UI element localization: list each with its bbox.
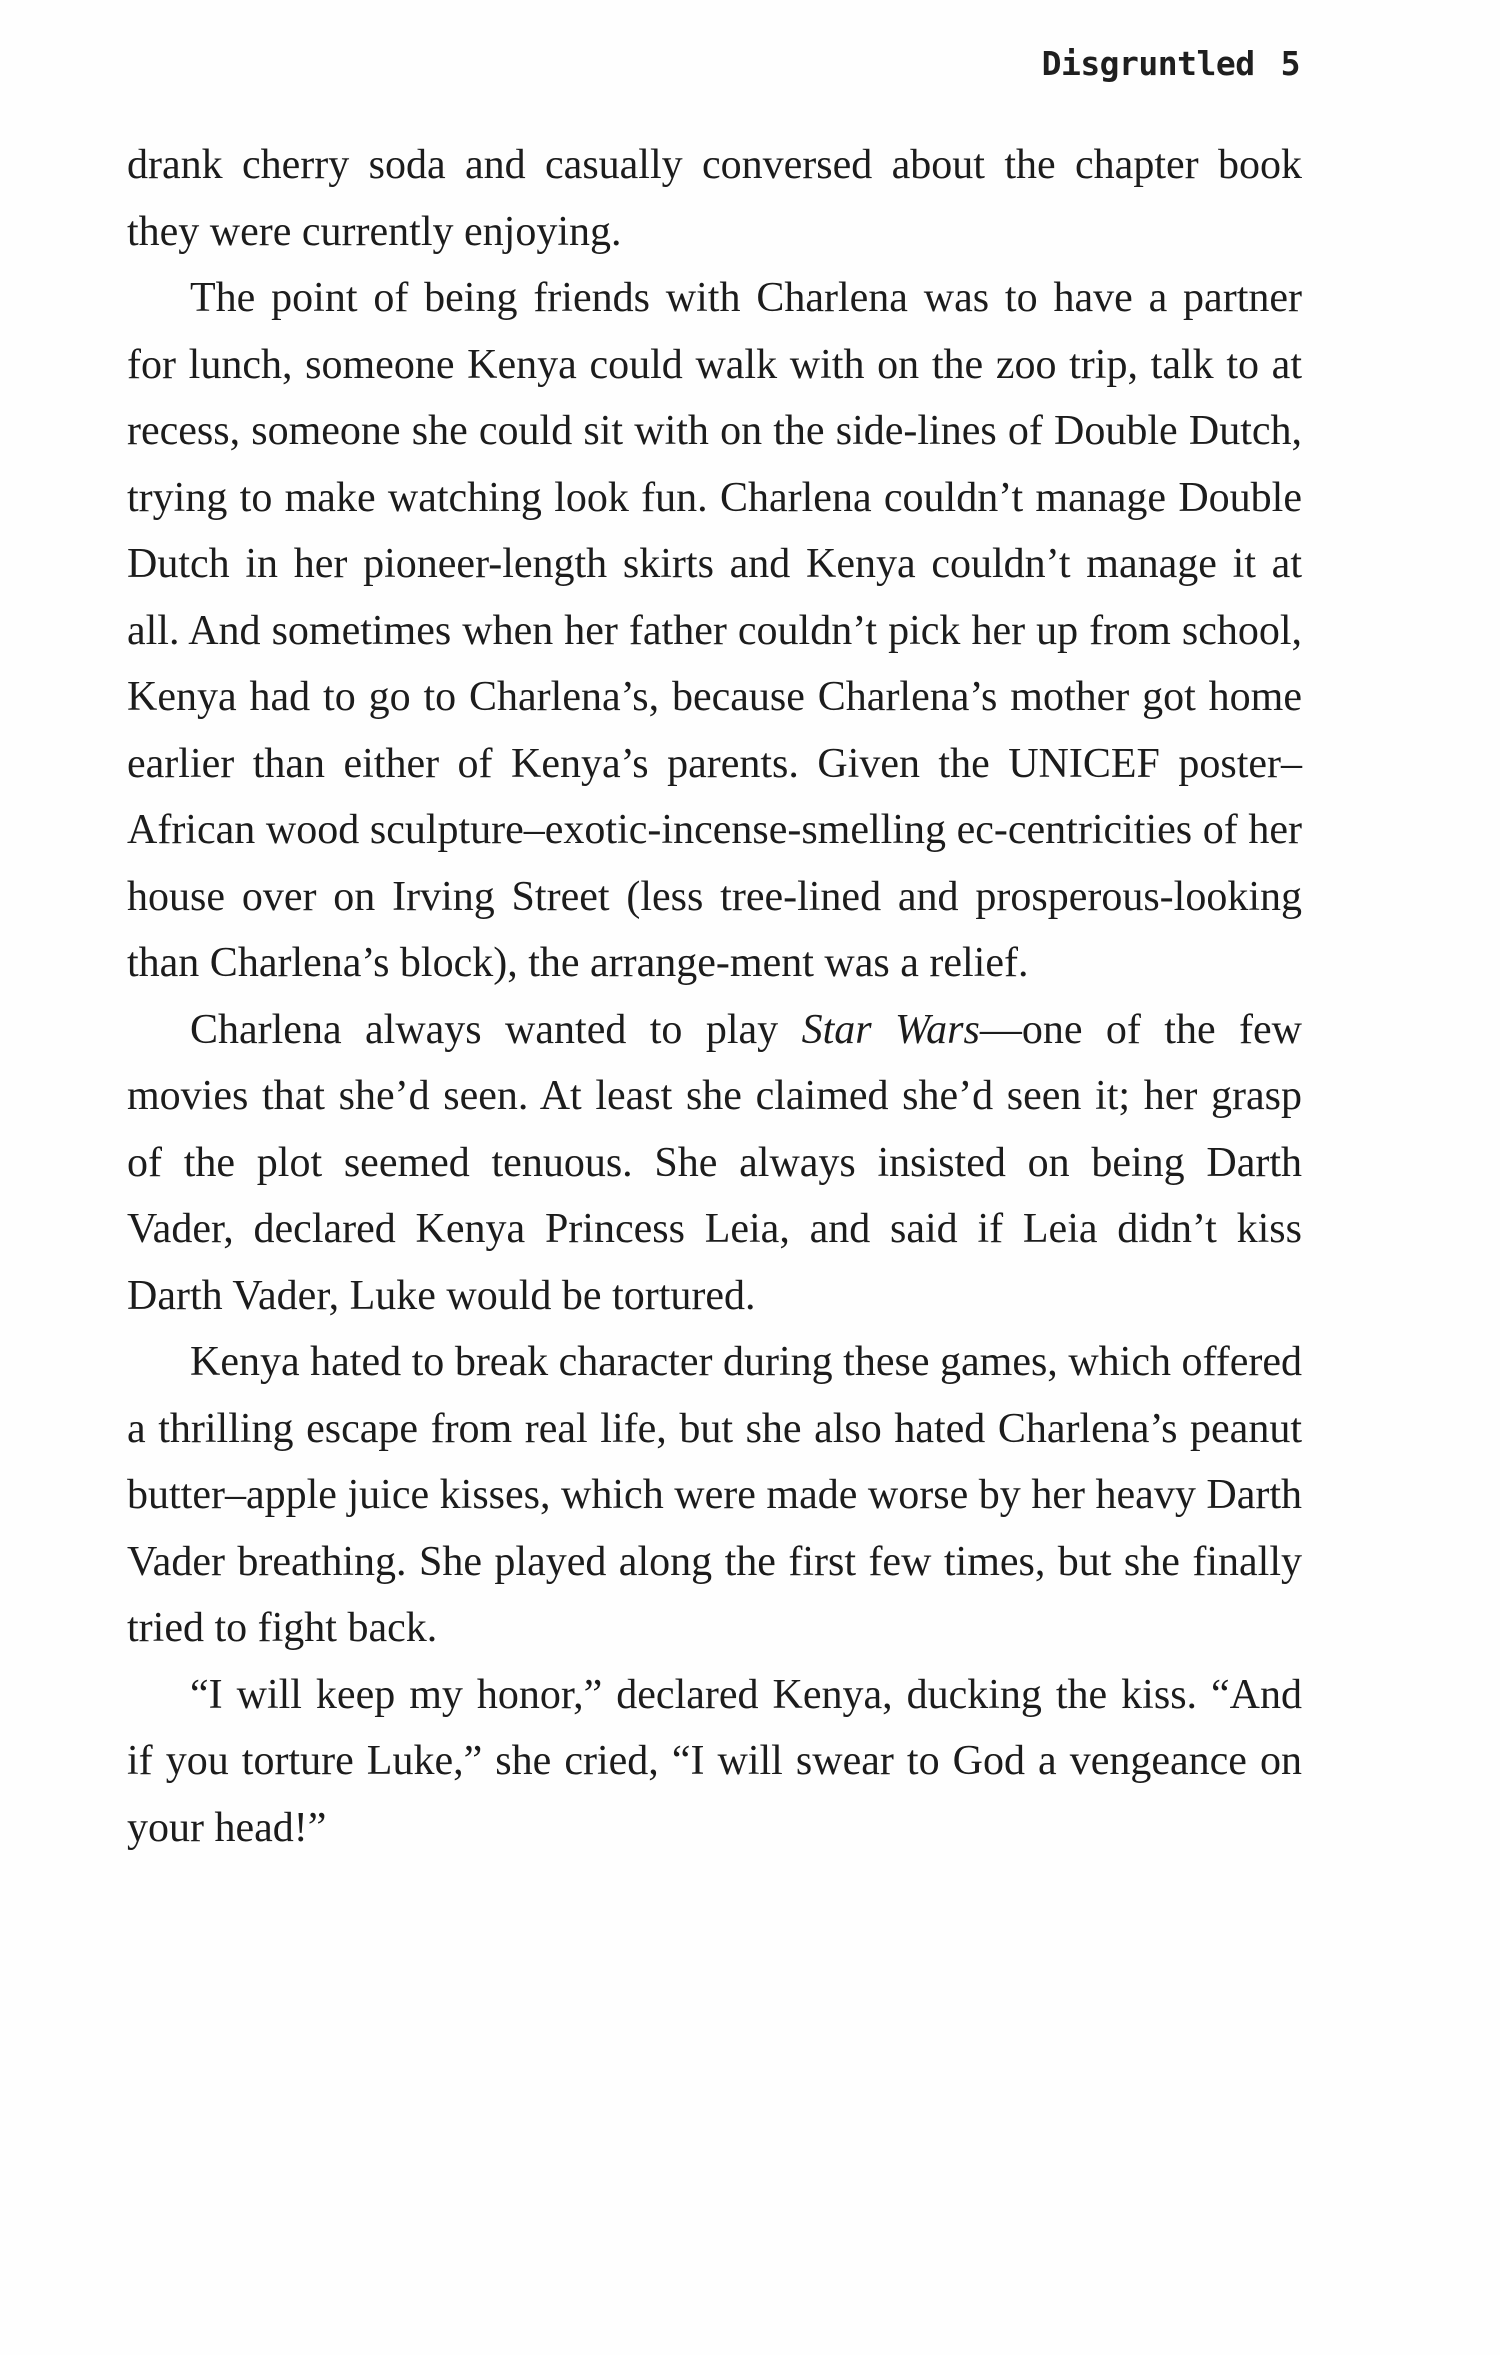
- movie-title-italic: Star Wars: [801, 1006, 980, 1053]
- page-number: 5: [1280, 44, 1300, 83]
- paragraph-dialogue: “I will keep my honor,” declared Kenya, ducking the kiss. “And if you torture Luke,” she cried, “I will swear to God a vengeance on your head!”: [127, 1671, 1302, 1851]
- paragraph-break-character: Kenya hated to break character during these games, which offered a thrilling escape from real life, but she also hated Charlena’s peanut butter–apple juice kisses, which were made worse by her heavy Darth Vader breathing. She played along the first few times, but she finally tried to fight back.: [127, 1339, 1302, 1651]
- body-text: [127, 132, 1302, 1861]
- paragraph-star-wars: [127, 997, 1302, 1330]
- running-title: Disgruntled: [1041, 44, 1255, 83]
- paragraph-continued: drank cherry soda and casually conversed about the chapter book they were currently enjoying.: [127, 142, 1302, 255]
- paragraph-friendship: The point of being friends with Charlena was to have a partner for lunch, someone Kenya could walk with on the zoo trip, talk to at recess, someone she could sit with on the side-lines of Double Dutch, trying to make watching look fun. Charlena couldn’t manage Double Dutch in her pioneer-length skirts and Kenya couldn’t manage it at all. And sometimes when her father couldn’t pick her up from school, Kenya had to go to Charlena’s, because Charlena’s mother got home earlier than either of Kenya’s parents. Given the UNICEF poster–African wood sculpture–exotic-incense-smelling ec-centricities of her house over on Irving Street (less tree-lined and prosperous-looking than Charlena’s block), the arrange-ment was a relief.: [127, 275, 1302, 986]
- running-head: [1042, 44, 1300, 83]
- paragraph-star-wars-rest: —one of the few movies that she’d seen. At least she claimed she’d seen it; her grasp of the plot seemed tenuous. She always insisted on being Darth Vader, declared Kenya Princess Leia, and said if Leia didn’t kiss Darth Vader, Luke would be tortured.: [127, 1006, 1302, 1319]
- paragraph-star-wars-lead: Charlena always wanted to play: [190, 1006, 802, 1053]
